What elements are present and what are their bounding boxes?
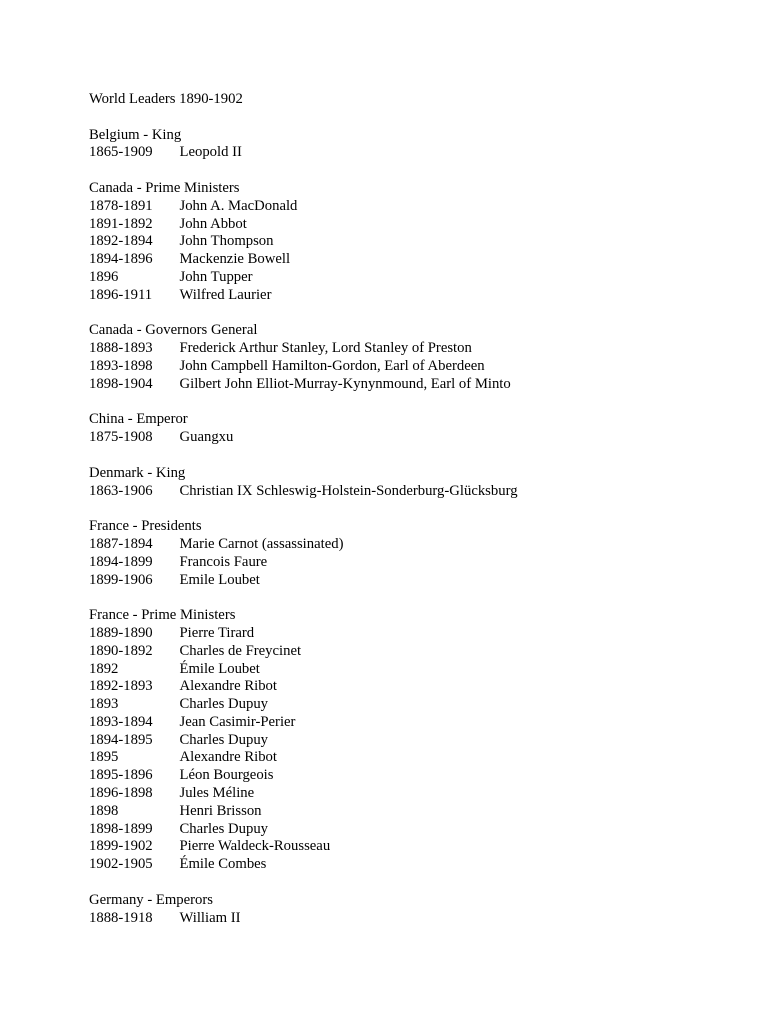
leader-name: Leopold II (179, 144, 242, 161)
leader-name: Léon Bourgeois (179, 767, 274, 784)
term-years: 1894-1895 (89, 731, 153, 748)
leader-name: Alexandre Ribot (179, 749, 277, 766)
leader-section (89, 607, 729, 874)
leader-row (89, 714, 729, 732)
leader-name: John Abbot (179, 215, 247, 232)
leader-row (89, 429, 729, 447)
leader-name: Jean Casimir-Perier (179, 713, 296, 730)
section-spacer (89, 447, 729, 465)
term-years: 1892 (89, 660, 119, 677)
leader-section (89, 180, 729, 305)
section-spacer (89, 162, 729, 180)
section-heading: Canada - Prime Ministers (89, 179, 240, 196)
leader-row (89, 287, 729, 305)
leader-name: Pierre Waldeck-Rousseau (179, 838, 331, 855)
leader-name: Charles Dupuy (179, 696, 269, 713)
leader-row (89, 536, 729, 554)
leader-row (89, 678, 729, 696)
section-spacer (89, 589, 729, 607)
leader-row (89, 625, 729, 643)
leader-row (89, 785, 729, 803)
leader-row (89, 856, 729, 874)
leader-name: Alexandre Ribot (179, 678, 277, 695)
term-years: 1896-1898 (89, 785, 153, 802)
leader-row (89, 251, 729, 269)
leader-row (89, 732, 729, 750)
section-heading: Germany - Emperors (89, 891, 213, 908)
document-page (89, 91, 729, 927)
leader-row (89, 376, 729, 394)
leader-section (89, 411, 729, 447)
leader-section (89, 465, 729, 501)
section-heading: France - Presidents (89, 518, 202, 535)
term-years: 1887-1894 (89, 535, 153, 552)
section-spacer (89, 109, 729, 127)
leader-name: Émile Combes (179, 856, 267, 873)
leader-name: Charles de Freycinet (179, 642, 302, 659)
leader-name: John Thompson (179, 233, 274, 250)
leader-name: Charles Dupuy (179, 731, 269, 748)
leader-name: Wilfred Laurier (179, 286, 272, 303)
term-years: 1890-1892 (89, 642, 153, 659)
term-years: 1895 (89, 749, 119, 766)
leader-row (89, 144, 729, 162)
term-years: 1898-1899 (89, 820, 153, 837)
leader-row (89, 661, 729, 679)
term-years: 1888-1893 (89, 340, 153, 357)
term-years: 1893-1898 (89, 357, 153, 374)
section-spacer (89, 500, 729, 518)
term-years: 1898 (89, 802, 119, 819)
leader-row (89, 340, 729, 358)
leader-row (89, 910, 729, 928)
leader-row (89, 198, 729, 216)
term-years: 1892-1893 (89, 678, 153, 695)
term-years: 1902-1905 (89, 856, 153, 873)
term-years: 1865-1909 (89, 144, 153, 161)
section-heading: Canada - Governors General (89, 322, 258, 339)
leader-row (89, 767, 729, 785)
section-spacer (89, 874, 729, 892)
section-spacer (89, 394, 729, 412)
leader-row (89, 358, 729, 376)
term-years: 1893-1894 (89, 713, 153, 730)
sections-container (89, 109, 729, 928)
leader-name: Charles Dupuy (179, 820, 269, 837)
term-years: 1875-1908 (89, 429, 153, 446)
leader-row (89, 554, 729, 572)
leader-row (89, 572, 729, 590)
term-years: 1896 (89, 268, 119, 285)
term-years: 1893 (89, 696, 119, 713)
leader-row (89, 696, 729, 714)
leader-name: Christian IX Schleswig-Holstein-Sonderburg-Glücksburg (179, 482, 518, 499)
document-title: World Leaders 1890-1902 (89, 91, 243, 107)
term-years: 1889-1890 (89, 624, 153, 641)
term-years: 1863-1906 (89, 482, 153, 499)
leader-name: Marie Carnot (assassinated) (179, 535, 344, 552)
section-spacer (89, 305, 729, 323)
leader-name: Frederick Arthur Stanley, Lord Stanley of Preston (179, 340, 472, 357)
leader-name: John A. MacDonald (179, 197, 298, 214)
leader-name: Émile Loubet (179, 660, 260, 677)
term-years: 1894-1899 (89, 553, 153, 570)
section-heading: Belgium - King (89, 126, 182, 143)
leader-name: Jules Méline (179, 785, 255, 802)
leader-name: Pierre Tirard (179, 624, 255, 641)
leader-row (89, 821, 729, 839)
section-heading: France - Prime Ministers (89, 607, 236, 624)
leader-row (89, 838, 729, 856)
leader-name: Emile Loubet (179, 571, 260, 588)
term-years: 1891-1892 (89, 215, 153, 232)
leader-row (89, 643, 729, 661)
term-years: 1899-1906 (89, 571, 153, 588)
leader-name: Henri Brisson (179, 802, 262, 819)
section-heading: China - Emperor (89, 411, 188, 428)
leader-row (89, 216, 729, 234)
leader-section (89, 892, 729, 928)
term-years: 1899-1902 (89, 838, 153, 855)
term-years: 1896-1911 (89, 286, 153, 303)
term-years: 1892-1894 (89, 233, 153, 250)
leader-name: Francois Faure (179, 553, 268, 570)
leader-row (89, 233, 729, 251)
leader-section (89, 322, 729, 393)
leader-name: John Campbell Hamilton-Gordon, Earl of Aberdeen (179, 357, 485, 374)
leader-row (89, 483, 729, 501)
term-years: 1898-1904 (89, 375, 153, 392)
term-years: 1878-1891 (89, 197, 153, 214)
leader-name: Gilbert John Elliot-Murray-Kynynmound, Earl of Minto (179, 375, 511, 392)
leader-section (89, 127, 729, 163)
section-heading: Denmark - King (89, 464, 186, 481)
term-years: 1888-1918 (89, 909, 153, 926)
leader-row (89, 269, 729, 287)
term-years: 1895-1896 (89, 767, 153, 784)
leader-name: John Tupper (179, 268, 253, 285)
leader-row (89, 749, 729, 767)
leader-section (89, 518, 729, 589)
term-years: 1894-1896 (89, 251, 153, 268)
leader-name: Mackenzie Bowell (179, 251, 291, 268)
leader-name: Guangxu (179, 429, 234, 446)
leader-row (89, 803, 729, 821)
leader-name: William II (179, 909, 241, 926)
